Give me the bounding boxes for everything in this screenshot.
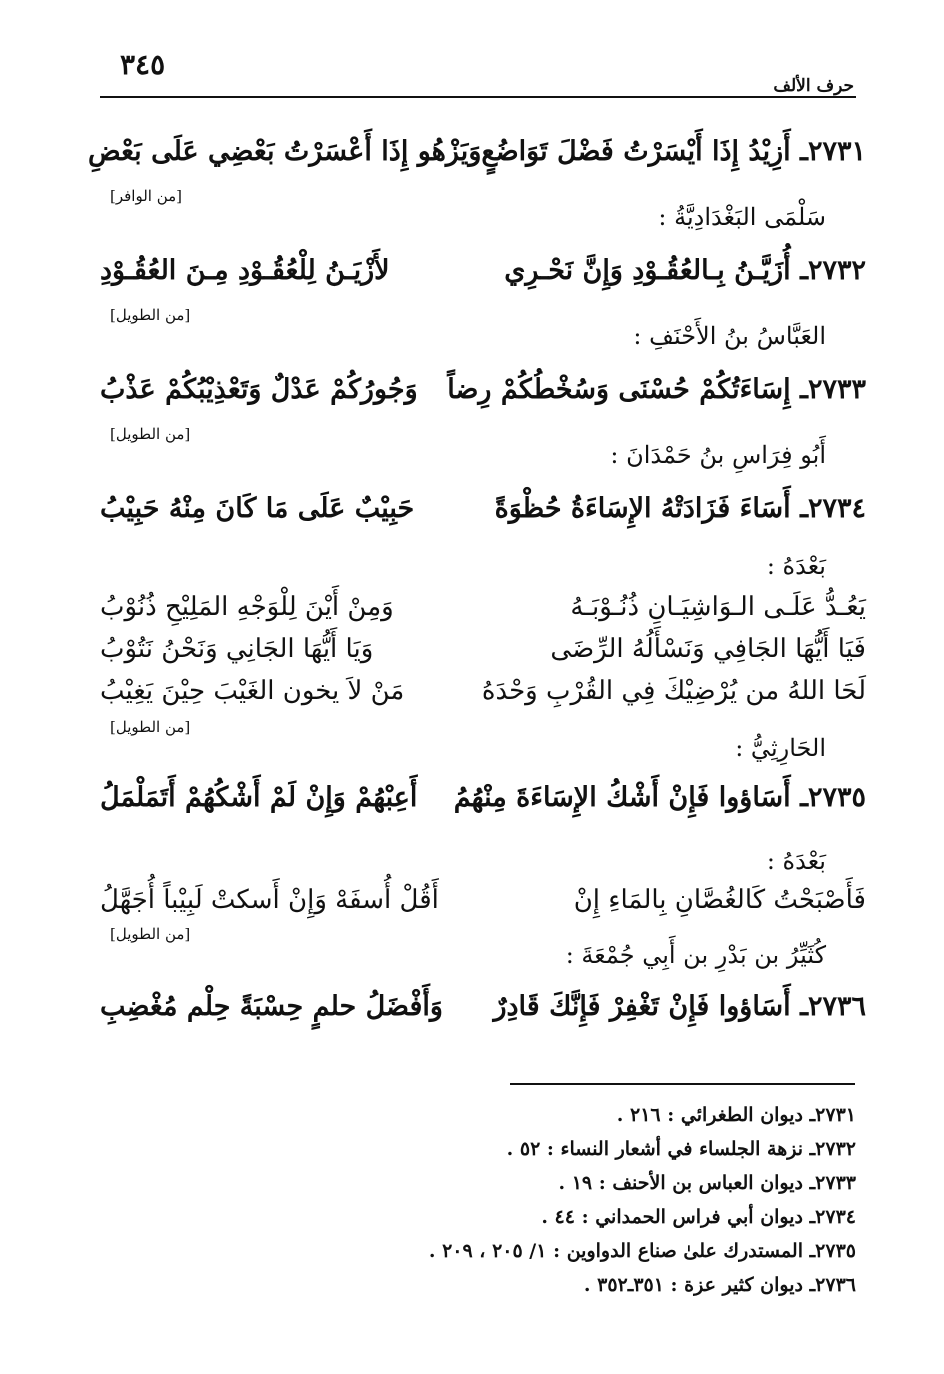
verse-second-hemistich: وَمِنْ أَيْنَ لِلْوَجْهِ المَلِيْحِ ذُنُوْبُ: [100, 592, 394, 622]
verse-second-hemistich: وَيَزْهُو إِذَا أَعْسَرْتُ بَعْضِي عَلَى بَعْضِ: [88, 136, 482, 167]
poet-name: أَبُو فِرَاسِ بنُ حَمْدَانَ :: [610, 441, 826, 469]
verse-2735: [100, 782, 866, 813]
continuation-label: بَعْدَهُ :: [766, 552, 826, 580]
footnotes: [429, 1098, 856, 1302]
verse-first-hemistich: فَيَا أَيُّهَا الجَافِي وَنَسْأَلُهُ الرِّضَى: [550, 634, 866, 664]
verse-first-hemistich: فَأَصْبَحْتُ كَالغُصَّانِ بِالمَاءِ إِنْ: [573, 885, 866, 915]
continuation-label: بَعْدَهُ :: [766, 847, 826, 875]
verse-second-hemistich: أَقُلْ أُسفَهْ وَإِنْ أَسكتْ لَبِيْباً أُجَهَّلُ: [100, 885, 439, 915]
continuation-verse: [100, 676, 866, 706]
verse-second-hemistich: وَأَفْضَلُ حلمٍ حِسْبَةً حِلْم مُغْضِبِ: [100, 991, 443, 1022]
meter-label: [من الطويل]: [110, 306, 191, 324]
verse-second-hemistich: مَنْ لاَ يخون الغَيْبَ حِيْنَ يَغِيْبُ: [100, 676, 405, 706]
verse-second-hemistich: لأَزْيَـنُ لِلْعُقُـوْدِ مِـنَ العُقُـوْدِ: [100, 255, 390, 286]
meter-label: [من الطويل]: [110, 718, 191, 736]
verse-2734: [100, 493, 866, 524]
verse-2733: [100, 374, 866, 405]
verse-first-hemistich: ٢٧٣١ـ أَزِيْدُ إِذَا أَيْسَرْتُ فَضْلَ تَوَاضُعٍ: [481, 136, 866, 167]
verse-first-hemistich: لَحَا اللهُ من يُرْضِيْكَ فِي القُرْبِ وَحْدَهُ: [481, 676, 866, 706]
verse-second-hemistich: وَيَا أَيُّهَا الجَانِي وَنَحْنُ نَتُوْبُ: [100, 634, 374, 664]
verse-second-hemistich: حَبِيْبٌ عَلَى مَا كَانَ مِنْهُ حَبِيْبُ: [100, 493, 415, 524]
poet-name: كُثَيِّرُ بن بَدْرِ بن أَبِي جُمْعَةَ :: [565, 941, 826, 969]
verse-second-hemistich: أَعِبْهُمْ وَإِنْ لَمْ أَشْكُهُمْ أَتَمَلْمَلُ: [100, 782, 418, 813]
poet-name: الحَارِثِيُّ :: [735, 734, 826, 762]
footnote: ٢٧٣٢ـ نزهة الجلساء في أشعار النساء : ٥٢ .: [506, 1138, 856, 1160]
poet-name: سَلْمَى البَغْدَادِيَّةُ :: [658, 203, 826, 231]
meter-label: [من الوافر]: [110, 187, 183, 205]
verse-first-hemistich: ٢٧٣٦ـ أَسَاؤوا فَإِنْ تَغْفِرْ فَإِنَّكَ قَادِرٌ: [493, 991, 866, 1022]
footnote-divider: [510, 1083, 855, 1085]
poet-name: العَبَّاسُ بنُ الأَحْنَفِ :: [633, 322, 826, 350]
verse-2732: [100, 255, 866, 286]
verse-2731: [88, 136, 866, 167]
footnote: ٢٧٣٦ـ ديوان كثير عزة : ٣٥١ـ٣٥٢ .: [583, 1274, 856, 1296]
continuation-verse: [100, 634, 866, 664]
footnote: ٢٧٣٥ـ المستدرك علىٰ صناع الدواوين : ١/ ٢٠٥ ، ٢٠٩ .: [428, 1240, 856, 1262]
poet-attribution-2734: [100, 425, 866, 475]
poet-attribution-2732: [100, 187, 866, 237]
footnote: ٢٧٣٣ـ ديوان العباس بن الأحنف : ١٩ .: [558, 1172, 856, 1194]
verse-first-hemistich: ٢٧٣٥ـ أَسَاؤوا فَإِنْ أَشْكُ الإِسَاءَةَ مِنْهُمُ: [453, 782, 866, 813]
footnote: ٢٧٣٤ـ ديوان أبي فراس الحمداني : ٤٤ .: [541, 1206, 856, 1228]
page-header: [100, 40, 854, 98]
page-number: ٣٤٥: [120, 48, 166, 81]
poem-body: [88, 118, 866, 1022]
verse-first-hemistich: ٢٧٣٣ـ إِسَاءَتُكُمْ حُسْنَى وَسُخْطُكُمْ رِضاً: [447, 374, 866, 405]
continuation-verse: [100, 885, 866, 915]
verse-2736: [100, 991, 866, 1022]
running-title: حرف الألف: [773, 76, 854, 96]
footnote: ٢٧٣١ـ ديوان الطغرائي : ٢١٦ .: [616, 1104, 856, 1126]
meter-label: [من الطويل]: [110, 425, 191, 443]
header-divider: [100, 96, 856, 98]
continuation-verse: [100, 592, 866, 622]
verse-second-hemistich: وَجُورُكُمْ عَدْلٌ وَتَعْذِيْبُكُمْ عَذْبُ: [100, 374, 418, 405]
verse-first-hemistich: يَعُـدُّ عَلَـى الـوَاشِيَـانِ ذُنُـوْبَـهُ: [570, 592, 866, 622]
verse-first-hemistich: ٢٧٣٢ـ أُزَيَّـنُ بِـالعُقُـوْدِ وَإِنَّ نَحْـرِي: [504, 255, 866, 286]
poet-attribution-2736: [100, 925, 866, 975]
verse-first-hemistich: ٢٧٣٤ـ أَسَاءَ فَزَادَتْهُ الإِسَاءَةُ حُظْوَةً: [494, 493, 866, 524]
meter-label: [من الطويل]: [110, 925, 191, 943]
poet-attribution-2733: [100, 306, 866, 356]
poet-attribution-2735: [100, 718, 866, 768]
